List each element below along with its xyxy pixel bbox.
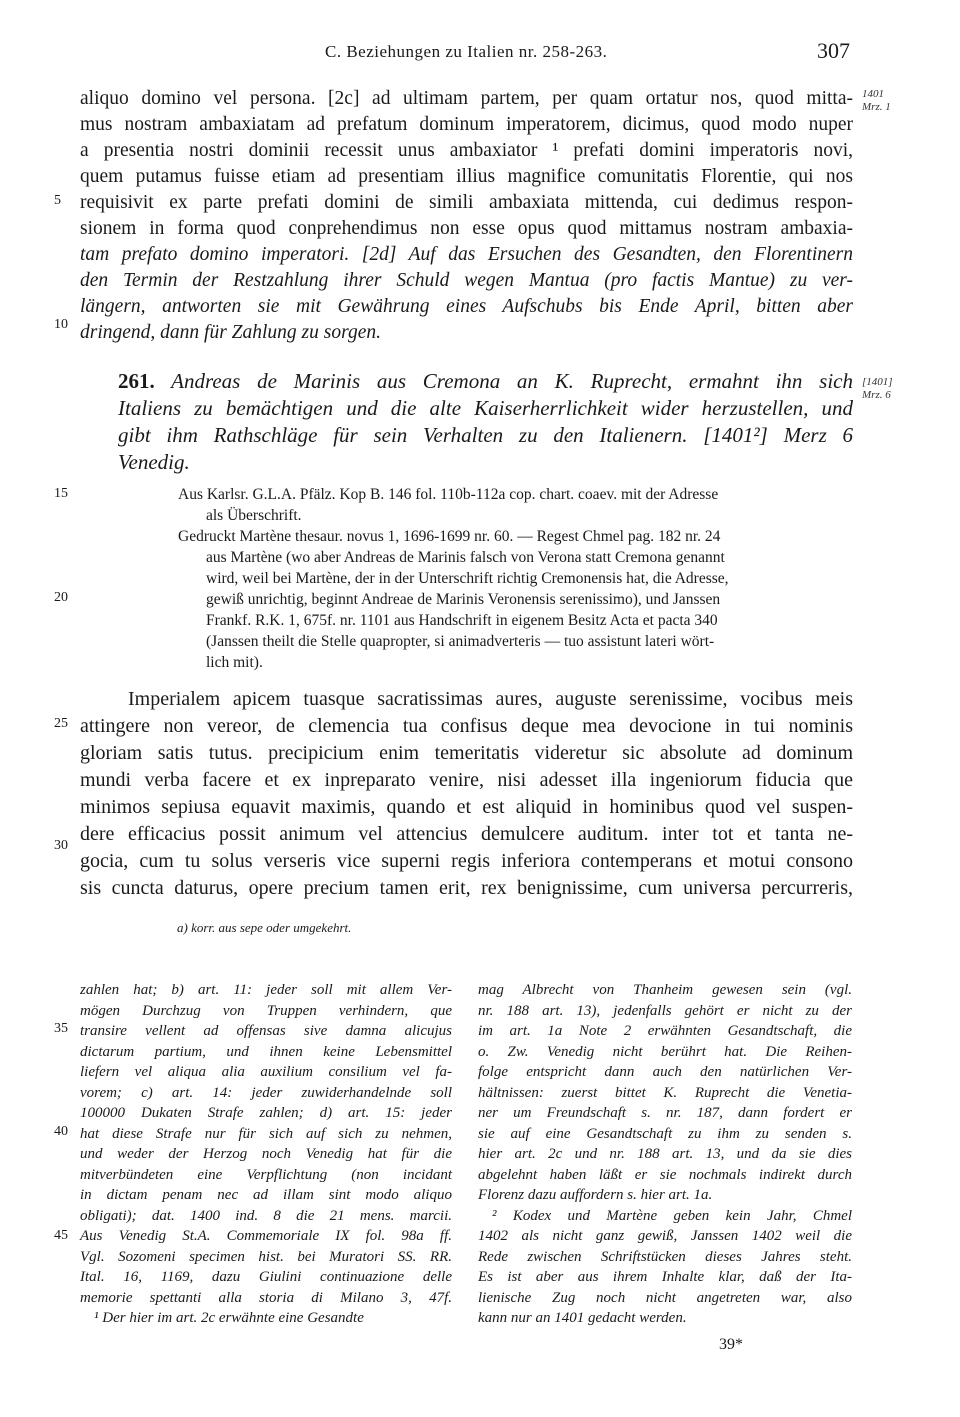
text-line: requisivit ex parte prefati domini de simili ambaxiata mittenda, cui dedimus respon- [80, 192, 853, 213]
footnote-a: a) korr. aus sepe oder umgekehrt. [177, 920, 352, 935]
text-line: minimos sepiusa equavit maximis, quando et est aliquid in hominibus quod vel suspen- [80, 796, 853, 818]
line-number: 30 [54, 838, 68, 853]
footnote-line: mögen Durchzug von Truppen verhindern, que [80, 1002, 452, 1019]
footnote-line: zahlen hat; b) art. 11: jeder soll mit allem Ver- [80, 982, 452, 998]
footnote-column-right [478, 980, 852, 1329]
footnote-line: im art. 1a Note 2 erwähnten Gesandtschaft, die [478, 1023, 852, 1039]
footnote-line: ² Kodex und Martène geben kein Jahr, Chmel [492, 1207, 852, 1224]
source-line: wird, weil bei Martène, der in der Unterschrift richtig Cremonensis hat, die Adresse, [206, 570, 729, 587]
source-line: Frankf. R.K. 1, 675f. nr. 1101 aus Handschrift in eigenem Besitz Acta et pacta 340 [206, 612, 718, 629]
line-number: 20 [54, 590, 68, 605]
footnote-line: hältnissen: zuerst bittet K. Ruprecht die Venetia- [478, 1084, 852, 1101]
footnote-line: 100000 Dukaten Strafe zahlen; d) art. 15: jeder [80, 1105, 452, 1121]
footnote-line: hat diese Strafe nur für sich auf sich zu nehmen, [80, 1125, 452, 1142]
footnote-column-left [80, 980, 452, 1329]
letter-text [80, 686, 853, 902]
source-line: (Janssen theilt die Stelle quapropter, si animadverteris — tuo assistunt lateri wört- [206, 633, 715, 650]
line-number: 15 [54, 486, 68, 501]
footnote-line: Es ist aber aus ihrem Inhalte klar, daß der Ita- [478, 1269, 852, 1285]
page-header [80, 38, 850, 72]
paragraph-continued [80, 86, 853, 346]
margin-date-section: [1401] Mrz. 6 [862, 376, 893, 401]
footnote-line: Ital. 16, 1169, dazu Giulini continuazione delle [80, 1269, 452, 1285]
running-head: C. Beziehungen zu Italien nr. 258-263. [325, 42, 608, 61]
text-line: gloriam satis tutus. precipicium enim temeritatis videretur sic absolute ad dominum [80, 742, 853, 764]
footnote-line: und weder der Herzog noch Venedig hat für die [80, 1146, 452, 1162]
footnote-line: mitverbündeten eine Verpflichtung (non incidant [80, 1166, 452, 1183]
signature-mark: 39* [719, 1336, 743, 1353]
line-number: 25 [54, 716, 68, 731]
text-line: quem putamus fuisse etiam ad presentiam illius magnifice comunitatis Florentie, qui nos [80, 166, 853, 187]
section-title-line: Italiens zu bemächtigen und die alte Kaiserherrlichkeit wider herzustellen, und [118, 396, 853, 420]
section-heading [118, 368, 853, 476]
text-line: Imperialem apicem tuasque sacratissimas aures, auguste serenissime, vocibus meis [128, 688, 853, 710]
page-number: 307 [817, 38, 850, 63]
text-line: längern, antworten sie mit Gewährung eines Aufschubs bis Ende April, bitten aber [80, 296, 853, 317]
footnote-line: o. Zw. Venedig nicht berührt hat. Die Reihen- [478, 1043, 852, 1060]
margin-date-top: 1401 Mrz. 1 [862, 88, 891, 113]
footnote-line: ¹ Der hier im art. 2c erwähnte eine Gesandte [94, 1310, 364, 1326]
footnote-line: abgelehnt haben läßt er sie nochmals indirekt durch [478, 1166, 852, 1183]
source-line: gewiß unrichtig, beginnt Andreae de Marinis Veronensis serenissimo), und Janssen [206, 591, 721, 608]
section-number: 261. [118, 369, 155, 393]
footnote-line: 1402 als nicht ganz gewiß, Janssen 1402 weil die [478, 1228, 852, 1244]
footnote-line: kann nur an 1401 gedacht werden. [478, 1310, 687, 1326]
source-line: lich mit). [206, 654, 263, 671]
text-line: attingere non vereor, de clemencia tua confisus deque mea devocione in tui nominis [80, 715, 853, 737]
section-title-line: gibt ihm Rathschläge für sein Verhalten zu den Italienern. [1401²] Merz 6 [118, 423, 853, 447]
footnote-line: memorie spettanti alla storia di Milano 3, 47f. [80, 1289, 452, 1306]
source-line: als Überschrift. [206, 507, 302, 524]
footnote-line: folge entspricht dann auch den natürlichen Ver- [478, 1064, 852, 1080]
footnote-line: Aus Venedig St.A. Commemoriale IX fol. 98a ff. [80, 1228, 452, 1244]
line-number: 45 [54, 1228, 68, 1243]
source-line: Aus Karlsr. G.L.A. Pfälz. Kop B. 146 fol. 110b-112a cop. chart. coaev. mit der Adresse [178, 486, 719, 503]
text-line: sionem in forma quod conprehendimus non esse opus quod mittamus nostram ambaxia- [80, 218, 853, 239]
footnote-line: hier art. 2c und nr. 188 art. 13, und da sie dies [478, 1146, 852, 1162]
text-line: mus nostram ambaxiatam ad prefatum dominum imperatorem, dicimus, quod modo nuper [80, 114, 853, 135]
source-notes [178, 484, 853, 673]
footnote-line: transire vellent ad offensas sive damna alicujus [80, 1023, 452, 1039]
footnote-line: vorem; c) art. 14: jeder zuwiderhandelnde soll [80, 1084, 452, 1101]
text-line: tam prefato domino imperatori. [2d] Auf das Ersuchen des Gesandten, den Florentinern [80, 244, 853, 265]
text-line: den Termin der Restzahlung ihrer Schuld wegen Mantua (pro factis Mantue) zu ver- [80, 270, 853, 291]
text-line: dere efficacius possit animum vel attencius demulcere auditum. inter tot et tanta ne- [80, 823, 853, 845]
text-line: sis cuncta daturus, opere precium tamen erit, rex benignissime, cum universa percurreris, [80, 877, 853, 899]
source-line: Gedruckt Martène thesaur. novus 1, 1696-1699 nr. 60. — Regest Chmel pag. 182 nr. 24 [178, 528, 721, 545]
text-line: gocia, cum tu solus verseris vice superni regis inferiora contemperans et motui consono [80, 850, 853, 872]
section-title-line: 261. Andreas de Marinis aus Cremona an K. Ruprecht, ermahnt ihn sich [118, 369, 853, 393]
text-line: dringend, dann für Zahlung zu sorgen. [80, 322, 382, 343]
text-line: a presentia nostri dominii recessit unus ambaxiator ¹ prefati domini imperatoris novi, [80, 140, 853, 161]
line-number: 40 [54, 1124, 68, 1139]
text-line: aliquo domino vel persona. [2c] ad ultimam partem, per quam ortatur nos, quod mitta- [80, 88, 853, 109]
footnote-line: Florenz dazu auffordern s. hier art. 1a. [478, 1187, 713, 1203]
footnote-line: sie auf eine Gesandtschaft zu ihm zu senden s. [478, 1125, 852, 1142]
text-line: mundi verba facere et ex inpreparato venire, nisi adesset illa ingeniorum fiducia que [80, 769, 853, 791]
footnote-line: liefern vel aliqua alia auxilium consilium vel fa- [80, 1064, 452, 1080]
footnote-line: obligati); dat. 1400 ind. 8 die 21 mens. marcii. [80, 1207, 452, 1224]
footnote-line: Rede zwischen Schriftstücken dieses Jahres steht. [478, 1248, 852, 1265]
section-title-line: Venedig. [118, 450, 190, 474]
footnote-line: ner um Freundschaft s. nr. 187, dann fordert er [478, 1105, 852, 1121]
line-number: 35 [54, 1021, 68, 1036]
footnote-line: nr. 188 art. 13), jedenfalls gehört er nicht zu der [478, 1002, 852, 1019]
footnote-line: dictarum partium, und ihnen keine Lebensmittel [80, 1043, 452, 1060]
line-number: 5 [54, 193, 61, 208]
source-line: aus Martène (wo aber Andreas de Marinis falsch von Verona statt Cremona genannt [206, 549, 725, 566]
footnote-line: lienische Zug noch nicht angetreten war, also [478, 1289, 852, 1306]
footnote-line: mag Albrecht von Thanheim gewesen sein (vgl. [478, 982, 852, 998]
line-number: 10 [54, 317, 68, 332]
footnote-line: in dictam penam nec ad illam sint modo aliquo [80, 1187, 452, 1203]
footnote-line: Vgl. Sozomeni specimen hist. bei Muratori SS. RR. [80, 1248, 452, 1265]
